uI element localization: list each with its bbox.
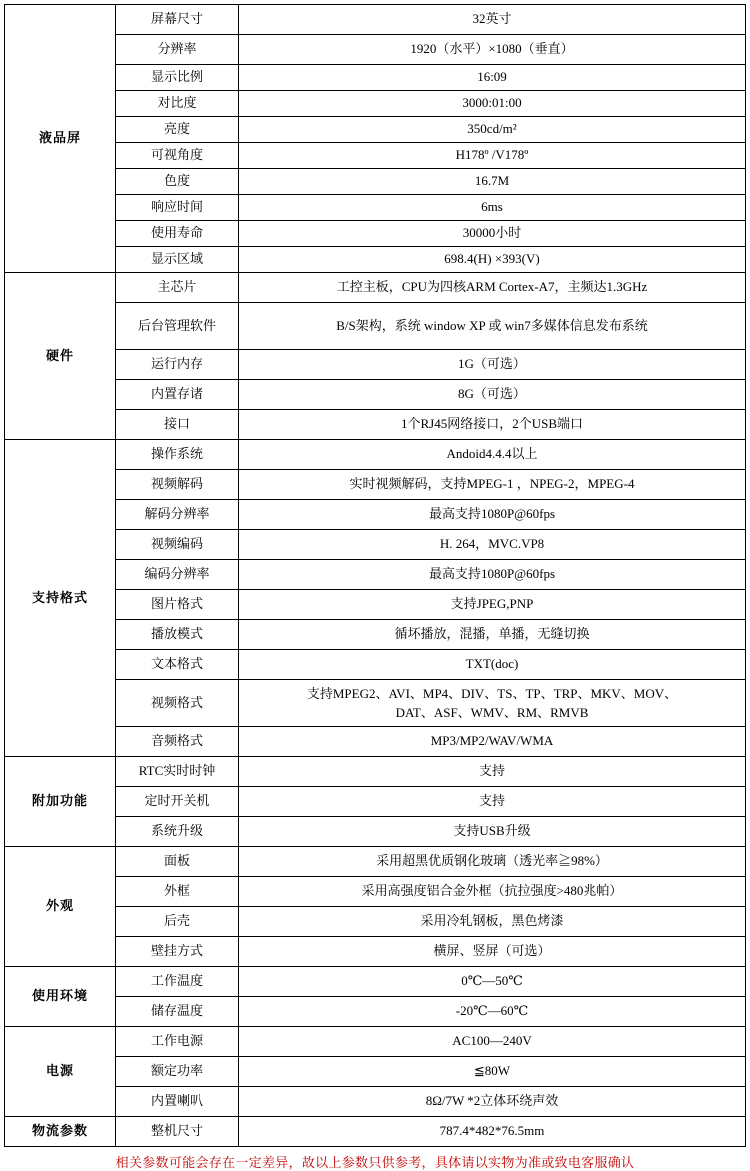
row-label: 储存温度 — [116, 997, 239, 1027]
row-label: 亮度 — [116, 117, 239, 143]
table-row — [5, 1027, 746, 1057]
row-label: 色度 — [116, 169, 239, 195]
table-row — [5, 410, 746, 440]
row-label: 运行内存 — [116, 350, 239, 380]
group-label: 硬件 — [5, 273, 116, 440]
table-row — [5, 91, 746, 117]
table-row — [5, 680, 746, 727]
table-row — [5, 1087, 746, 1117]
row-value: 6ms — [239, 195, 746, 221]
row-label: 文本格式 — [116, 650, 239, 680]
row-value — [239, 680, 746, 727]
specifications-table — [4, 4, 746, 1147]
row-label: 额定功率 — [116, 1057, 239, 1087]
table-row — [5, 937, 746, 967]
row-label: 工作温度 — [116, 967, 239, 997]
table-row — [5, 757, 746, 787]
table-row — [5, 560, 746, 590]
table-row — [5, 440, 746, 470]
row-label: 定时开关机 — [116, 787, 239, 817]
row-value: 1个RJ45网络接口，2个USB端口 — [239, 410, 746, 440]
row-value: H178º /V178º — [239, 143, 746, 169]
row-label: 工作电源 — [116, 1027, 239, 1057]
table-row — [5, 350, 746, 380]
table-row — [5, 727, 746, 757]
table-row — [5, 500, 746, 530]
table-row — [5, 1117, 746, 1147]
group-label: 电源 — [5, 1027, 116, 1117]
row-label: 接口 — [116, 410, 239, 440]
row-value: 支持USB升级 — [239, 817, 746, 847]
row-label: 显示比例 — [116, 65, 239, 91]
row-label: 操作系统 — [116, 440, 239, 470]
row-label: 主芯片 — [116, 273, 239, 303]
table-row — [5, 847, 746, 877]
table-row — [5, 470, 746, 500]
row-value: 实时视频解码，支持MPEG-1 ，NPEG-2，MPEG-4 — [239, 470, 746, 500]
row-label: 播放模式 — [116, 620, 239, 650]
row-value: 循坏播放，混播，单播，无缝切换 — [239, 620, 746, 650]
row-value: 787.4*482*76.5mm — [239, 1117, 746, 1147]
row-label: 对比度 — [116, 91, 239, 117]
table-row — [5, 303, 746, 350]
row-label: 音频格式 — [116, 727, 239, 757]
group-label: 液品屏 — [5, 5, 116, 273]
row-label: 外框 — [116, 877, 239, 907]
row-value: 采用超黑优质钢化玻璃（透光率≧98%） — [239, 847, 746, 877]
row-value: 32英寸 — [239, 5, 746, 35]
row-value: 1920（水平）×1080（垂直） — [239, 35, 746, 65]
row-value: 最高支持1080P@60fps — [239, 560, 746, 590]
row-label: RTC实时时钟 — [116, 757, 239, 787]
row-label: 响应时间 — [116, 195, 239, 221]
row-value: B/S架构，系统 window XP 或 win7多媒体信息发布系统 — [239, 303, 746, 350]
row-value-line: 支持MPEG2、AVI、MP4、DIV、TS、TP、TRP、MKV、MOV、 — [306, 685, 678, 701]
row-value: 30000小时 — [239, 221, 746, 247]
table-row — [5, 273, 746, 303]
table-row — [5, 787, 746, 817]
row-label: 可视角度 — [116, 143, 239, 169]
row-label: 后台管理软件 — [116, 303, 239, 350]
footnote: 相关参数可能会存在一定差异，故以上参数只供参考，具体请以实物为准或致电客服确认 — [115, 1155, 635, 1170]
row-value: 16.7M — [239, 169, 746, 195]
row-value: 工控主板，CPU为四核ARM Cortex-A7，主频达1.3GHz — [239, 273, 746, 303]
row-value: 3000:01:00 — [239, 91, 746, 117]
row-value: 16:09 — [239, 65, 746, 91]
table-row — [5, 907, 746, 937]
table-row — [5, 817, 746, 847]
table-row — [5, 620, 746, 650]
row-label: 后壳 — [116, 907, 239, 937]
row-label: 编码分辨率 — [116, 560, 239, 590]
row-label: 分辨率 — [116, 35, 239, 65]
row-label: 视频格式 — [116, 680, 239, 727]
table-row — [5, 35, 746, 65]
group-label: 物流参数 — [5, 1117, 116, 1147]
row-value: MP3/MP2/WAV/WMA — [239, 727, 746, 757]
row-value: 采用高强度铝合金外框（抗拉强度>480兆帕） — [239, 877, 746, 907]
row-label: 图片格式 — [116, 590, 239, 620]
row-value: -20℃—60℃ — [239, 997, 746, 1027]
row-label: 视频编码 — [116, 530, 239, 560]
group-label: 支持格式 — [5, 440, 116, 757]
row-value: 支持 — [239, 757, 746, 787]
row-value: 支持 — [239, 787, 746, 817]
table-row — [5, 65, 746, 91]
row-value: 0℃—50℃ — [239, 967, 746, 997]
row-value: 8Ω/7W *2立体环绕声效 — [239, 1087, 746, 1117]
table-row — [5, 221, 746, 247]
row-value: 支持JPEG,PNP — [239, 590, 746, 620]
row-label: 解码分辨率 — [116, 500, 239, 530]
table-row — [5, 590, 746, 620]
row-label: 视频解码 — [116, 470, 239, 500]
row-label: 系统升级 — [116, 817, 239, 847]
table-row — [5, 169, 746, 195]
row-label: 屏幕尺寸 — [116, 5, 239, 35]
row-label: 内置喇叭 — [116, 1087, 239, 1117]
table-row — [5, 380, 746, 410]
row-value: 8G（可选） — [239, 380, 746, 410]
row-value: AC100—240V — [239, 1027, 746, 1057]
row-value: 采用冷轧钢板，黑色烤漆 — [239, 907, 746, 937]
group-label: 附加功能 — [5, 757, 116, 847]
row-value: 350cd/m² — [239, 117, 746, 143]
row-value: 1G（可选） — [239, 350, 746, 380]
row-label: 面板 — [116, 847, 239, 877]
row-label: 显示区域 — [116, 247, 239, 273]
row-label: 壁挂方式 — [116, 937, 239, 967]
row-label: 整机尺寸 — [116, 1117, 239, 1147]
table-row — [5, 247, 746, 273]
table-row — [5, 5, 746, 35]
table-row — [5, 117, 746, 143]
row-value: 横屏、竖屏（可选） — [239, 937, 746, 967]
table-row — [5, 650, 746, 680]
group-label: 使用环境 — [5, 967, 116, 1027]
row-value: 最高支持1080P@60fps — [239, 500, 746, 530]
row-value: Andoid4.4.4以上 — [239, 440, 746, 470]
table-body — [5, 5, 746, 1147]
table-row — [5, 530, 746, 560]
row-label: 使用寿命 — [116, 221, 239, 247]
table-row — [5, 143, 746, 169]
table-row — [5, 1057, 746, 1087]
row-value: H. 264，MVC.VP8 — [239, 530, 746, 560]
table-row — [5, 997, 746, 1027]
table-row — [5, 195, 746, 221]
group-label: 外观 — [5, 847, 116, 967]
row-value: 698.4(H) ×393(V) — [239, 247, 746, 273]
table-row — [5, 967, 746, 997]
row-label: 内置存诸 — [116, 380, 239, 410]
row-value: ≦80W — [239, 1057, 746, 1087]
table-row — [5, 877, 746, 907]
row-value: TXT(doc) — [239, 650, 746, 680]
row-value-line: DAT、ASF、WMV、RM、RMVB — [395, 705, 589, 720]
